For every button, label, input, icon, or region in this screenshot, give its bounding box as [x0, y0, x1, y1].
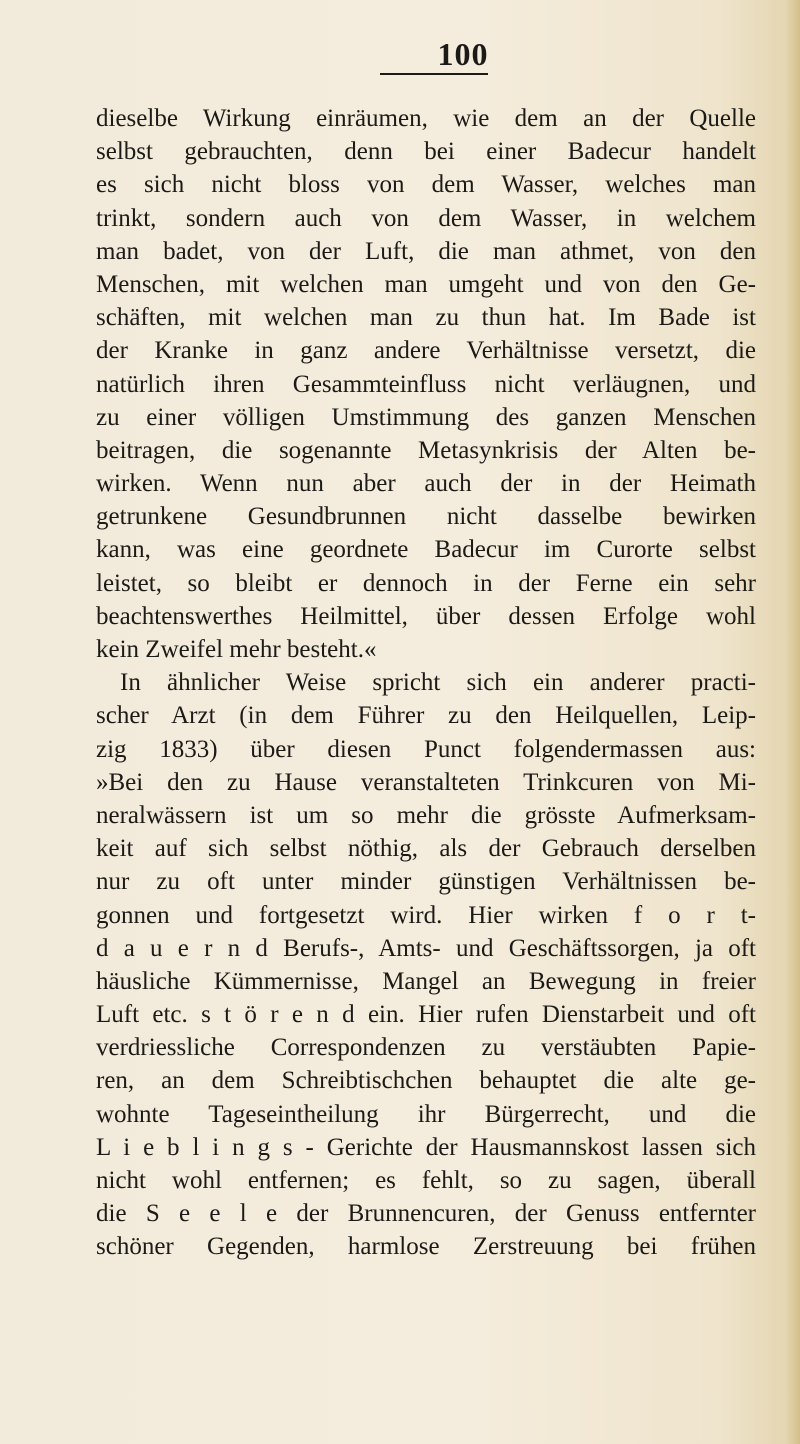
text-line: nur zu oft unter minder günstigen Verhältnissen be-: [96, 868, 756, 896]
text-line: scher Arzt (in dem Führer zu den Heilquellen, Leip-: [96, 702, 756, 730]
text-line: häusliche Kümmernisse, Mangel an Bewegung in freier: [96, 967, 756, 995]
text-line: leistet, so bleibt er dennoch in der Ferne ein sehr: [96, 569, 756, 597]
text-line: »Bei den zu Hause veranstalteten Trinkcuren von Mi-: [96, 768, 756, 796]
header-rule: [380, 73, 488, 75]
text-line: d a u e r n d Berufs-, Amts- und Geschäftssorgen, ja oft: [96, 934, 756, 962]
text-line: gonnen und fortgesetzt wird. Hier wirken f o r t-: [96, 901, 756, 929]
text-line: der Kranke in ganz andere Verhältnisse versetzt, die: [96, 337, 756, 365]
text-line: dieselbe Wirkung einräumen, wie dem an der Quelle: [96, 105, 756, 132]
text-line: die S e e l e der Brunnencuren, der Genuss entfernter: [96, 1200, 756, 1228]
text-line: ren, an dem Schreibtischchen behauptet die alte ge-: [96, 1067, 756, 1095]
text-line: trinkt, sondern auch von dem Wasser, in welchem: [96, 204, 756, 232]
text-line: verdriessliche Correspondenzen zu verstäubten Papie-: [96, 1034, 756, 1062]
page-edge-shading: [786, 0, 800, 1444]
text-line: zig 1833) über diesen Punct folgendermassen aus:: [96, 735, 756, 763]
text-line: schäften, mit welchen man zu thun hat. Im Bade ist: [96, 304, 756, 332]
text-line: kein Zweifel mehr besteht.«: [96, 636, 377, 663]
text-line: selbst gebrauchten, denn bei einer Badecur handelt: [96, 138, 756, 166]
text-line: zu einer völligen Umstimmung des ganzen Menschen: [96, 403, 756, 431]
text-line: schöner Gegenden, harmlose Zerstreuung bei frühen: [96, 1233, 756, 1261]
text-line: man badet, von der Luft, die man athmet, von den: [96, 237, 756, 265]
body-text: [96, 102, 756, 1264]
text-line: neralwässern ist um so mehr die grösste Aufmerksam-: [96, 801, 756, 829]
page-number: 100: [437, 36, 489, 72]
text-line: In ähnlicher Weise spricht sich ein anderer practi-: [120, 669, 756, 697]
text-line: Luft etc. s t ö r e n d ein. Hier rufen Dienstarbeit und oft: [96, 1001, 756, 1029]
text-line: beachtenswerthes Heilmittel, über dessen Erfolge wohl: [96, 602, 756, 630]
text-line: natürlich ihren Gesammteinfluss nicht verläugnen, und: [96, 370, 756, 398]
text-line: getrunkene Gesundbrunnen nicht dasselbe bewirken: [96, 503, 756, 531]
text-line: Menschen, mit welchen man umgeht und von den Ge-: [96, 270, 756, 298]
text-line: keit auf sich selbst nöthig, als der Gebrauch derselben: [96, 835, 756, 863]
text-line: es sich nicht bloss von dem Wasser, welches man: [96, 171, 756, 199]
text-line: kann, was eine geordnete Badecur im Curorte selbst: [96, 536, 756, 564]
text-line: beitragen, die sogenannte Metasynkrisis der Alten be-: [96, 436, 756, 464]
text-line: wirken. Wenn nun aber auch der in der Heimath: [96, 470, 756, 498]
text-line: L i e b l i n g s - Gerichte der Hausmannskost lassen sich: [96, 1133, 756, 1161]
text-line: wohnte Tageseintheilung ihr Bürgerrecht, und die: [96, 1100, 756, 1128]
text-line: nicht wohl entfernen; es fehlt, so zu sagen, überall: [96, 1167, 756, 1194]
